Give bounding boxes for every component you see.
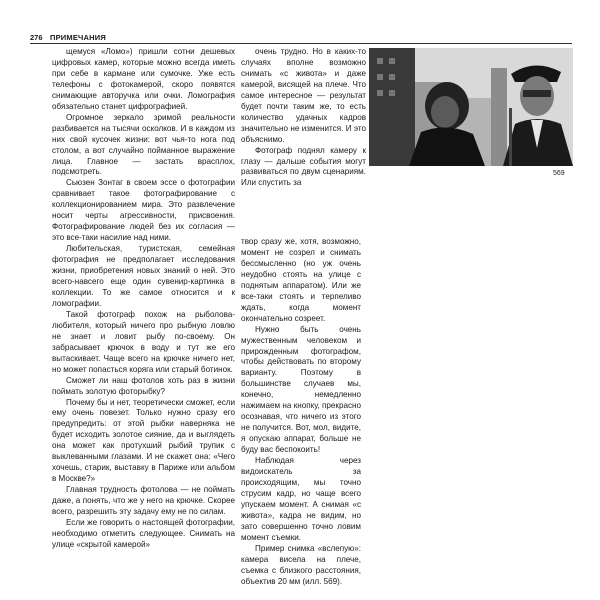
paragraph: Любительская, туристская, семейная фотография не предполагает исследования жизни, приобретения новых знаний о ней. Это всего-навсего еще один сувенир-картинка в коллекции. То же самое относится и к ломографии. bbox=[52, 244, 235, 308]
paragraph: очень трудно. Но в каких-то случаях вполне возможно снимать «с живота» и даже камерой, висящей на плече. Что самое интересное — результат будет почти таким же, то есть количество удачных кадров значительно не изменится. И это объяснимо. bbox=[241, 47, 366, 144]
page-number: 276 bbox=[30, 33, 43, 42]
paragraph: Если же говорить о настоящей фотографии, необходимо отметить следующее. Снимать на улице «скрытой камерой» bbox=[52, 517, 235, 549]
paragraph: Фотограф поднял камеру к глазу — дальше события могут развиваться по двум сценариям. Или спустить за bbox=[241, 145, 366, 188]
left-column bbox=[52, 47, 235, 551]
paragraph: Нужно быть очень мужественным человеком и прирожденным фотографом, чтобы действовать по второму варианту. Поэтому в большинстве случаев мы, конечно, немедленно нажимаем на кнопку, прекрасно осознавая, что ничего из этого не получится. Вот, мол, видите, я опускаю аппарат, больше не буду вас беспокоить! bbox=[241, 324, 361, 455]
paragraph: Почему бы и нет, теоретически сможет, если ему очень повезет. Только нужно сразу его предупредить: от этой рыбки наверняка не будет исходить золотое сияние, да и выглядеть она может как протухший рыбий трупик с выклеванными глазами. И не скажет она: «Чего хочешь, старик, выставку в Париже или альбом в Москве?» bbox=[52, 397, 235, 484]
paragraph: Наблюдая через видоискатель за происходящим, мы точно струсим кадр, но чаще всего упускаем момент. А снимая «с живота», кадра не видим, но зато совершенно точно ловим момент съемки. bbox=[241, 456, 361, 542]
page-header bbox=[30, 24, 572, 44]
paragraph: Огромное зеркало зримой реальности разбивается на тысячи осколков. И в каждом из них свой кусочек жизни: вот чья-то нога под столом, а вот случайно пойманное выражение лица. Главное — застать врасплох, подсмотреть. bbox=[52, 112, 235, 177]
paragraph: Сможет ли наш фотолов хоть раз в жизни поймать золотую фоторыбку? bbox=[52, 375, 235, 396]
street-photo bbox=[369, 48, 573, 166]
paragraph: твор сразу же, хотя, возможно, момент не созрел и снимать бессмысленно (но уж очень неудобно стоять на улице с поднятым аппаратом). Или же все-таки стоять и терпеливо ждать, когда момент окончательно созреет. bbox=[241, 237, 361, 323]
photo-caption: 569 bbox=[553, 170, 565, 177]
section-title: ПРИМЕЧАНИЯ bbox=[50, 33, 106, 42]
paragraph: Главная трудность фотолова — не поймать даже, а понять, что же у него на крючке. Скорее всего, разрешить эту задачу ему не по силам. bbox=[52, 485, 235, 517]
street-photo-image bbox=[369, 48, 573, 166]
paragraph: Пример снимка «вслепую»: камера висела на плече, съемка с близкого расстояния, объектив 20 мм (илл. 569). bbox=[241, 543, 361, 586]
paragraph: Сьюзен Зонтаг в своем эссе о фотографии сравнивает такое фотографирование с коллекционированием мира. Это развлечение носит черты агрессивности, присвоения. Фотографирование людей без их согласия — это все-таки насилие над ними. bbox=[52, 178, 235, 243]
middle-column-top bbox=[241, 47, 366, 189]
paragraph: Такой фотограф похож на рыболова-любителя, который ничего про рыбную ловлю не знает и ловит рыбу по-своему. Он забрасывает крючок в воду и тут же его вытаскивает. Чаще всего на крючке ничего нет, но может попасться коряга или старый ботинок. bbox=[52, 309, 235, 374]
header-rule bbox=[30, 43, 572, 44]
middle-column-continuation bbox=[241, 237, 361, 588]
paragraph: щемуся «Ломо») пришли сотни дешевых цифровых камер, которые можно всегда иметь при себе в кармане или сумочке. Уже есть телефоны с фотокамерой, скоро появятся снимающие авторучка или очки. Ломография обязательно станет цифрографией. bbox=[52, 47, 235, 111]
